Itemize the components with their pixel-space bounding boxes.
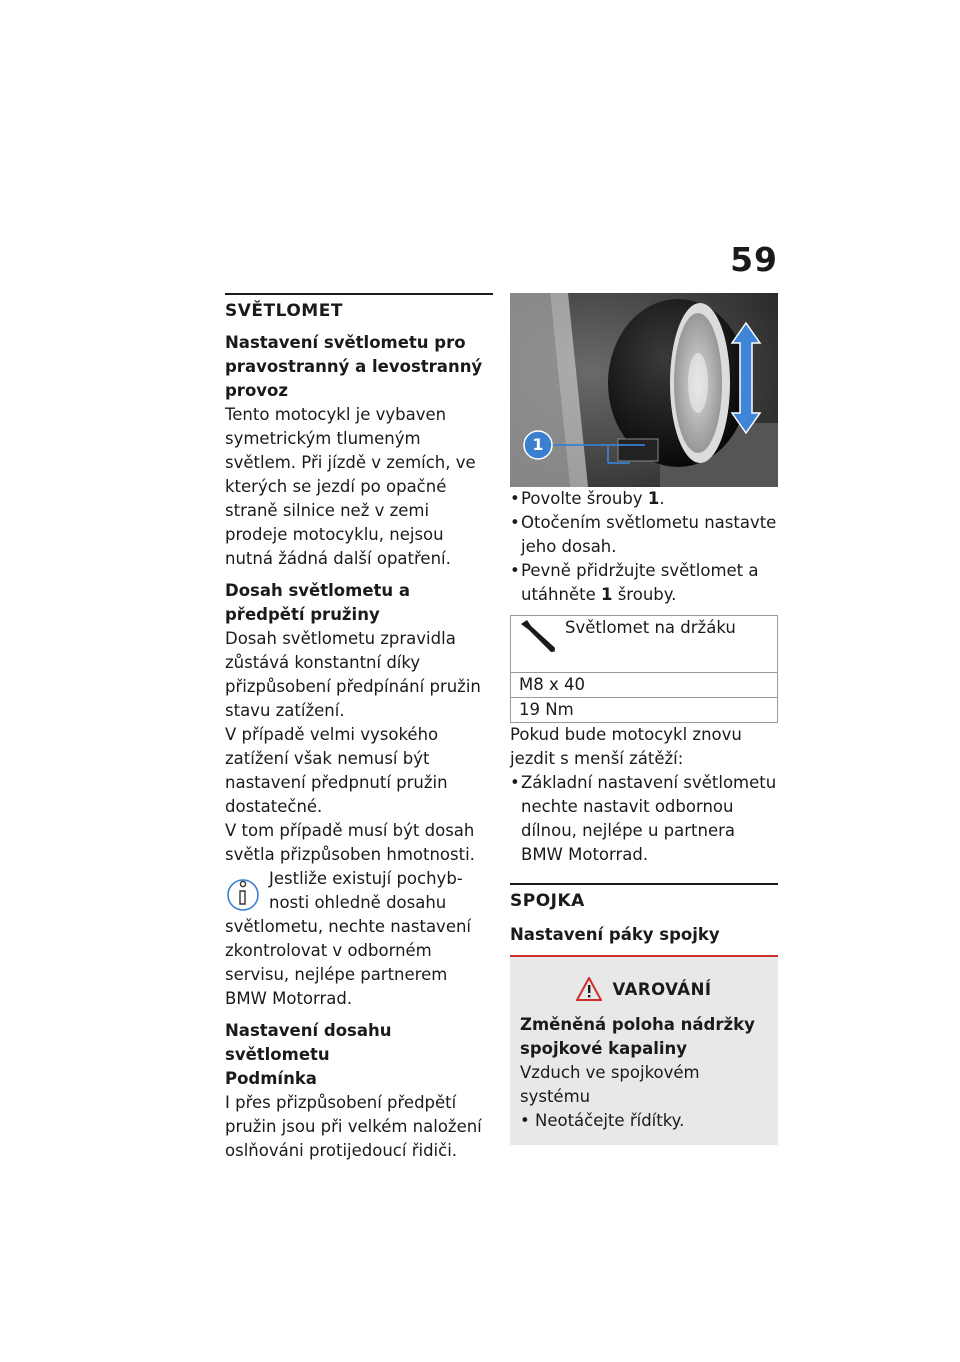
section-rule bbox=[225, 293, 493, 295]
warning-bullet: • Neotáčejte řídítky. bbox=[520, 1111, 685, 1130]
info-note bbox=[225, 867, 493, 1011]
text-condition: I přes přizpůsobení předpětí pružin jsou při velkém naložení oslňováni protijedoucí řidiči. bbox=[225, 1093, 482, 1160]
heading-traffic-side: Nastavení světlometu pro pravostranný a levostranný provoz bbox=[225, 333, 483, 400]
spec-torque: 19 Nm bbox=[511, 698, 778, 723]
text-range-3: V tom případě musí být dosah světla přizpůsoben hmotnosti. bbox=[225, 821, 475, 864]
warning-triangle-icon bbox=[576, 977, 602, 1001]
warning-text: Vzduch ve spojkovém systému bbox=[520, 1063, 700, 1106]
warning-title bbox=[520, 969, 768, 1009]
right-column bbox=[510, 293, 778, 1145]
page-number: 59 bbox=[730, 240, 778, 279]
step-3 bbox=[510, 559, 778, 607]
step-3-ref: 1 bbox=[600, 585, 613, 604]
step-1-post: . bbox=[659, 489, 665, 508]
text-traffic-side: Tento motocykl je vybaven symetrickým tlumeným světlem. Při jízdě v zemích, ve kterých se jezdí po opačné straně silnice než v zemi prodeje motocyklu, nejsou nutná žádná další opatření. bbox=[225, 405, 476, 568]
info-line-1: Jestliže existují pochyb- bbox=[269, 869, 463, 888]
heading-range-preload: Dosah světlometu a předpětí pružiny bbox=[225, 581, 411, 624]
bullet-dot: • bbox=[510, 489, 520, 508]
step-3-post: šrouby. bbox=[612, 585, 677, 604]
heading-adjust-range: Nastavení dosahu světlometu bbox=[225, 1021, 392, 1064]
spec-title: Světlomet na držáku bbox=[565, 618, 736, 637]
step-2 bbox=[510, 511, 778, 559]
text-range-2: V případě velmi vysokého zatížení však nemusí být nastavení předpnutí pružin dostatečné. bbox=[225, 725, 448, 816]
bullet-dot: • bbox=[510, 773, 520, 792]
info-icon bbox=[225, 871, 261, 915]
info-line-2: nosti ohledně dosahu bbox=[269, 893, 447, 912]
torque-spec-table bbox=[510, 615, 778, 723]
step-1-ref: 1 bbox=[647, 489, 660, 508]
wrench-icon bbox=[519, 616, 559, 656]
step-3-text: Pevně přidržujte světlomet a utáhněte bbox=[521, 561, 759, 604]
step-1-text: Povolte šrouby bbox=[521, 489, 648, 508]
warning-box bbox=[510, 957, 778, 1145]
headlight-photo bbox=[510, 293, 778, 487]
section-title-headlight: SVĚTLOMET bbox=[225, 301, 343, 321]
info-text: světlometu, nechte nastavení zkontrolovat v odborném servisu, nejlépe partnerem BMW Motorrad. bbox=[225, 917, 472, 1008]
bullet-dot: • bbox=[510, 513, 520, 532]
step-1 bbox=[510, 487, 778, 511]
reload-bullet bbox=[510, 771, 778, 867]
left-column bbox=[225, 293, 493, 1163]
callout-1: 1 bbox=[532, 435, 544, 454]
reload-bullet-text: Základní nastavení světlometu nechte nastavit odbornou dílnou, nejlépe u partnera BMW Motorrad. bbox=[521, 773, 777, 864]
warning-label: VAROVÁNÍ bbox=[612, 979, 712, 999]
section-rule-clutch bbox=[510, 883, 778, 885]
warning-heading: Změněná poloha nádržky spojkové kapaliny bbox=[520, 1015, 755, 1058]
text-reload: Pokud bude motocykl znovu jezdit s menší zátěží: bbox=[510, 725, 742, 768]
bullet-dot: • bbox=[510, 561, 520, 580]
step-2-text: Otočením světlometu nastavte jeho dosah. bbox=[521, 513, 777, 556]
spec-title-cell bbox=[511, 616, 778, 673]
label-condition: Podmínka bbox=[225, 1069, 317, 1088]
text-range-1: Dosah světlometu zpravidla zůstává konstantní díky přizpůsobení předpínání pružin stavu zatížení. bbox=[225, 629, 481, 720]
heading-clutch-lever: Nastavení páky spojky bbox=[510, 925, 720, 944]
spec-size: M8 x 40 bbox=[511, 673, 778, 698]
section-title-clutch: SPOJKA bbox=[510, 891, 585, 911]
